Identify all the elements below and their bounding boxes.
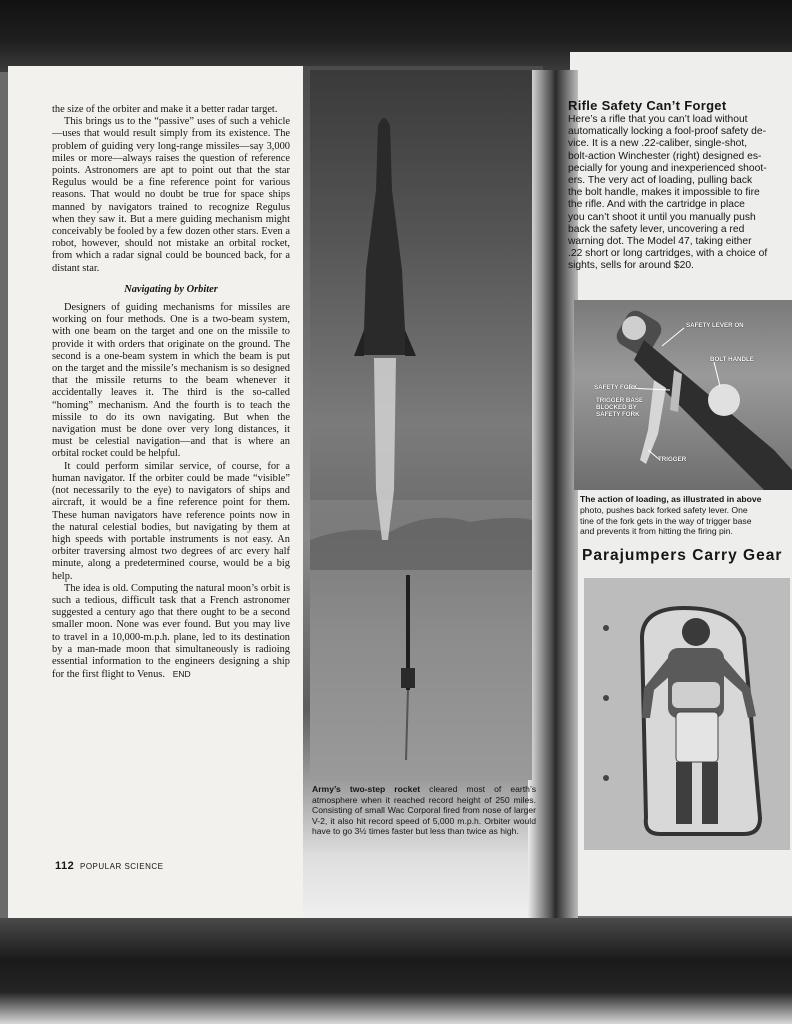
scan-bottom-shadow [0,918,792,1024]
bolt-cap [622,316,646,340]
text-line: .22 short or long cartridges, with a choice of [568,248,768,260]
leader-safety-lever [662,328,684,346]
rivet [603,775,609,781]
text-line: warning dot. The Model 47, taking either [568,236,752,248]
end-mark: END [172,669,191,680]
caption-line [580,494,792,505]
paragraph: This brings us to the “passive” uses of such a vehicle—uses that would result simply from its existence. The problem of guiding very long-range missiles—say 3,000 miles or more—always raises the question of reference points. Astronomers are apt to point out that the star Regulus would be a fine reference point for various reasons. That would no doubt be true for space ships manned by navigators trained to recognize Regulus when they saw it. But a mere guiding mechanism might conceivably be fooled by a few dozen other stars. Even a robot, however, should not mistake an orbital rocket, from which a radar signal could be bounced back, for a distant star. [52,116,290,274]
text-line: the rifle. And with the cartridge in place [568,199,745,211]
page-number: 112 [55,860,75,872]
gear-bag [676,712,718,762]
caption-line-text: The action of loading, as illustrated in above [580,494,762,504]
rocket-photo [310,70,532,780]
parajumper-photo [584,578,790,850]
paragraph-text: The idea is old. Computing the natural moon’s orbit is such a tedious, difficult task that a French astronomer suggested a century ago that there ought to be a second smaller moon. None was ever found. But you may live to travel in a 10,000-m.p.h. plane, led to its destination by a man-made moon that simultaneously is radioing essential information to the engineers designing a ship for the first flight to Venus. [52,582,290,681]
rocket-body [360,118,410,355]
paragraph: It could perform similar service, of course, for a human navigator. If the orbiter could be made “visible” (not necessarily to the eye) to navigators of ships and aircraft, it would be a fine reference point for them. These human navigators have reference points now in the natural celestial bodies, but navigating by them at high speeds with portable instruments is not easy. An orbiter traversing almost two degrees of arc every half minute, along a predetermined course, would be a big help. [52,460,290,582]
parajumpers-headline: Parajumpers Carry Gear [582,547,783,564]
paratrooper-helmet [682,618,710,646]
callout-safety-lever: SAFETY LEVER ON [686,322,744,329]
section-subhead: Navigating by Orbiter [124,283,218,295]
paratrooper-leg-left [676,762,692,824]
magazine-name: POPULAR SCIENCE [79,862,164,871]
text-line: Here’s a rifle that you can’t load without [568,114,748,125]
caption-text: cleared most of earth’s atmosphere when it reached record height of 250 miles. Consisting of small Wac Corporal fired from nose of larger V-2, it also hit record speed of 5,000 m.p.h. Orbiter would have to go 3½ times faster but less than twice as high. [312,784,537,837]
text-line: you can’t shoot it until you manually push [568,211,756,223]
text-line: vice. It is a new .22-caliber, single-shot, [568,138,748,150]
rifle-photo [574,300,792,490]
text-line: ers. The very act of loading, pulling back [568,175,753,187]
rifle-headline: Rifle Safety Can’t Forget [568,98,727,113]
caption-lead: Army’s two-step rocket [312,784,421,794]
trigger [640,380,666,464]
parajumper-illustration [584,578,790,850]
callout-bolt-handle: BOLT HANDLE [710,356,754,363]
rifle-caption [580,494,792,537]
paragraph-last [52,583,290,682]
text-line: sights, sells for around $20. [568,260,694,272]
rifle-article [568,114,790,273]
caption-line: tine of the fork gets in the way of trigger base [580,515,752,526]
text-line: bolt-action Winchester (right) designed es- [568,150,762,162]
reserve-parachute [672,682,720,708]
paratrooper-leg-right [702,762,718,824]
page-folio [55,860,164,872]
text-line: pecially for young and inexperienced shoot- [568,162,767,174]
paragraph: the size of the orbiter and make it a better radar target. [52,104,278,115]
paragraph: Designers of guiding mechanisms for missiles are working on four methods. One is a two-beam system, with one beam on the target and one on the missile to provide it with orders that originate on the ground. The second is a one-beam system in which the beam is put on the target and the missile’s mechanism is so designed that the missile returns to the beam whenever it accidentally leaves it. The third is the so-called “homing” mechanism. And the fourth is to teach the missile to do its own navigating. But when the navigation must be done over very long distances, it must be celestial navigation—and that is where an orbital rocket could be helpful. [52,302,290,460]
article-body [52,104,290,681]
callout-trigger-base: TRIGGER BASE BLOCKED BY SAFETY FORK [596,397,644,418]
text-line: back the safety lever, uncovering a red [568,223,745,235]
text-line: the bolt handle, makes it impossible to fire [568,187,760,199]
bolt-handle-knob [708,384,740,416]
text-line: automatically locking a fool-proof safety de- [568,126,767,138]
caption-line: and prevents it from hitting the firing pin. [580,526,733,537]
leader-bolt-handle [714,362,720,386]
rocket-illustration [310,70,532,780]
rocket-fin-left [354,330,364,356]
rocket-fin-right [405,330,416,356]
caption-line: photo, pushes back forked safety lever. One [580,504,748,515]
rocket-caption [312,784,536,837]
launch-base [401,668,415,688]
rivet [603,695,609,701]
rivet [603,625,609,631]
callout-safety-fork: SAFETY FORK [594,384,638,391]
callout-trigger: TRIGGER [658,456,687,463]
